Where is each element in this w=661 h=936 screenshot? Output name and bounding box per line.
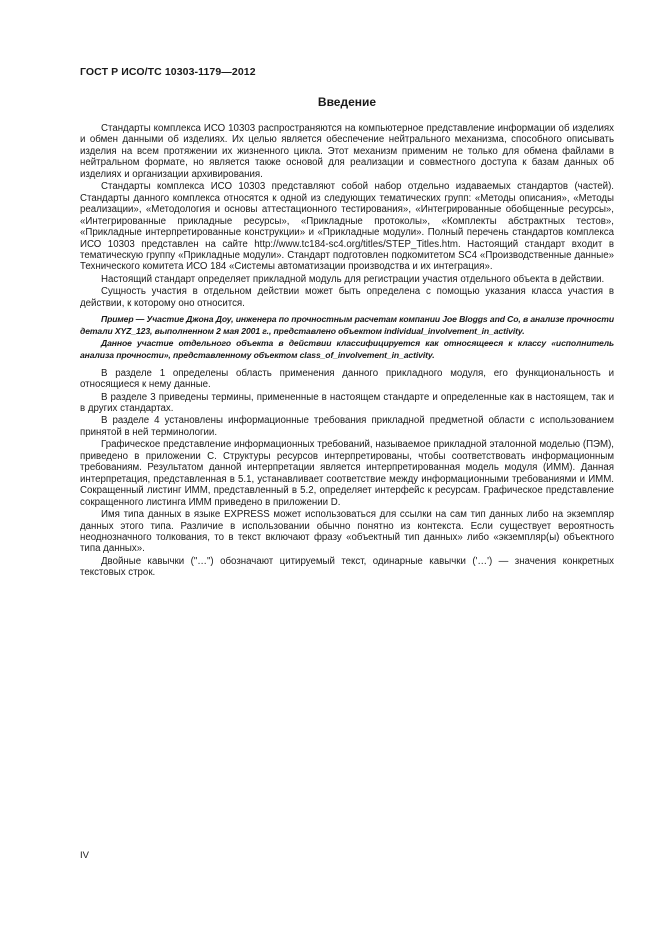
paragraph: Сущность участия в отдельном действии может быть определена с помощью указания класса участия в действии, к которому оно относится. (80, 286, 614, 309)
paragraph: Стандарты комплекса ИСО 10303 представляют собой набор отдельно издаваемых стандартов (частей). Стандарты данного комплекса относятся к одной из следующих тематических групп: «Методы описания», «Методы реализации», «Методология и основы аттестационного тестирования», «Интегрированные обобщенные ресурсы», «Интегрированные прикладные ресурсы», «Прикладные протоколы», «Комплекты абстрактных тестов», «Прикладные интерпретированные конструкции» и «Прикладные модули». Полный перечень стандартов комплекса ИСО 10303 представлен на сайте http://www.tc184-sc4.org/titles/STEP_Titles.htm. Настоящий стандарт входит в тематическую группу «Прикладные модули». Стандарт подготовлен подкомитетом SC4 «Производственные данные» Технического комитета ИСО 184 «Системы автоматизации производства и их интеграция». (80, 181, 614, 273)
paragraph: В разделе 1 определены область применения данного прикладного модуля, его функциональность и относящиеся к нему данные. (80, 367, 614, 391)
section-title: Введение (317, 95, 377, 109)
paragraph: В разделе 3 приведены термины, примененные в настоящем стандарте и определенные как в настоящем, так и в других стандартах. (80, 391, 614, 414)
paragraph: В разделе 4 установлены информационные требования прикладной предметной области с использованием принятой в ней терминологии. (80, 415, 614, 438)
paragraph: Настоящий стандарт определяет прикладной модуль для регистрации участия отдельного объекта в действии. (101, 273, 605, 285)
paragraph: Стандарты комплекса ИСО 10303 распространяются на компьютерное представление информации об изделиях и обмен данными об изделиях. Их целью является обеспечение нейтрального механизма, способного описывать изделия на всем протяжении их жизненного цикла. Этот механизм применим не только для обмена файлами в нейтральном формате, но является также основой для реализации и совместного доступа к базам данных об изделиях и организации архивирования. (80, 123, 614, 180)
paragraph: Двойные кавычки ("…") обозначают цитируемый текст, одинарные кавычки ('…') — значения конкретных текстовых строк. (80, 555, 614, 579)
paragraph: Имя типа данных в языке EXPRESS может использоваться для ссылки на сам тип данных либо на экземпляр данных этого типа. Различие в использовании обычно понятно из контекста. Если существует вероятность неоднозначного толкования, то в текст включают фразу «объектный тип данных» либо «экземпляр(ы) объектного типа данных». (80, 509, 614, 555)
example-paragraph: Пример — Участие Джона Доу, инженера по прочностным расчетам компании Joe Bloggs and Co, в анализе прочности детали XYZ_123, выполненном 2 мая 2001 г., представлено объектом individual_involvement_in_activity. (80, 314, 614, 336)
document-header: ГОСТ Р ИСО/ТС 10303-1179—2012 (80, 66, 256, 78)
paragraph: Графическое представление информационных требований, называемое прикладной эталонной моделью (ПЭМ), приведено в приложении С. Структуры ресурсов интерпретированы, чтобы соответствовать информационным требованиям. Результатом данной интерпретации является интерпретированная модель модуля (ИММ). Данная интерпретация, представленная в 5.1, устанавливает соответствие между информационными требованиями и ИММ. Сокращенный листинг ИММ, представленный в 5.2, определяет интерфейс к ресурсам. Графическое представление сокращенного листинга ИММ приведено в приложении D. (80, 439, 614, 508)
body-text (80, 123, 614, 580)
example-paragraph: Данное участие отдельного объекта в действии классифицируется как относящееся к классу «исполнитель анализа прочности», представленному объектом class_of_involvement_in_activity. (80, 338, 614, 361)
page-number: IV (80, 850, 89, 861)
